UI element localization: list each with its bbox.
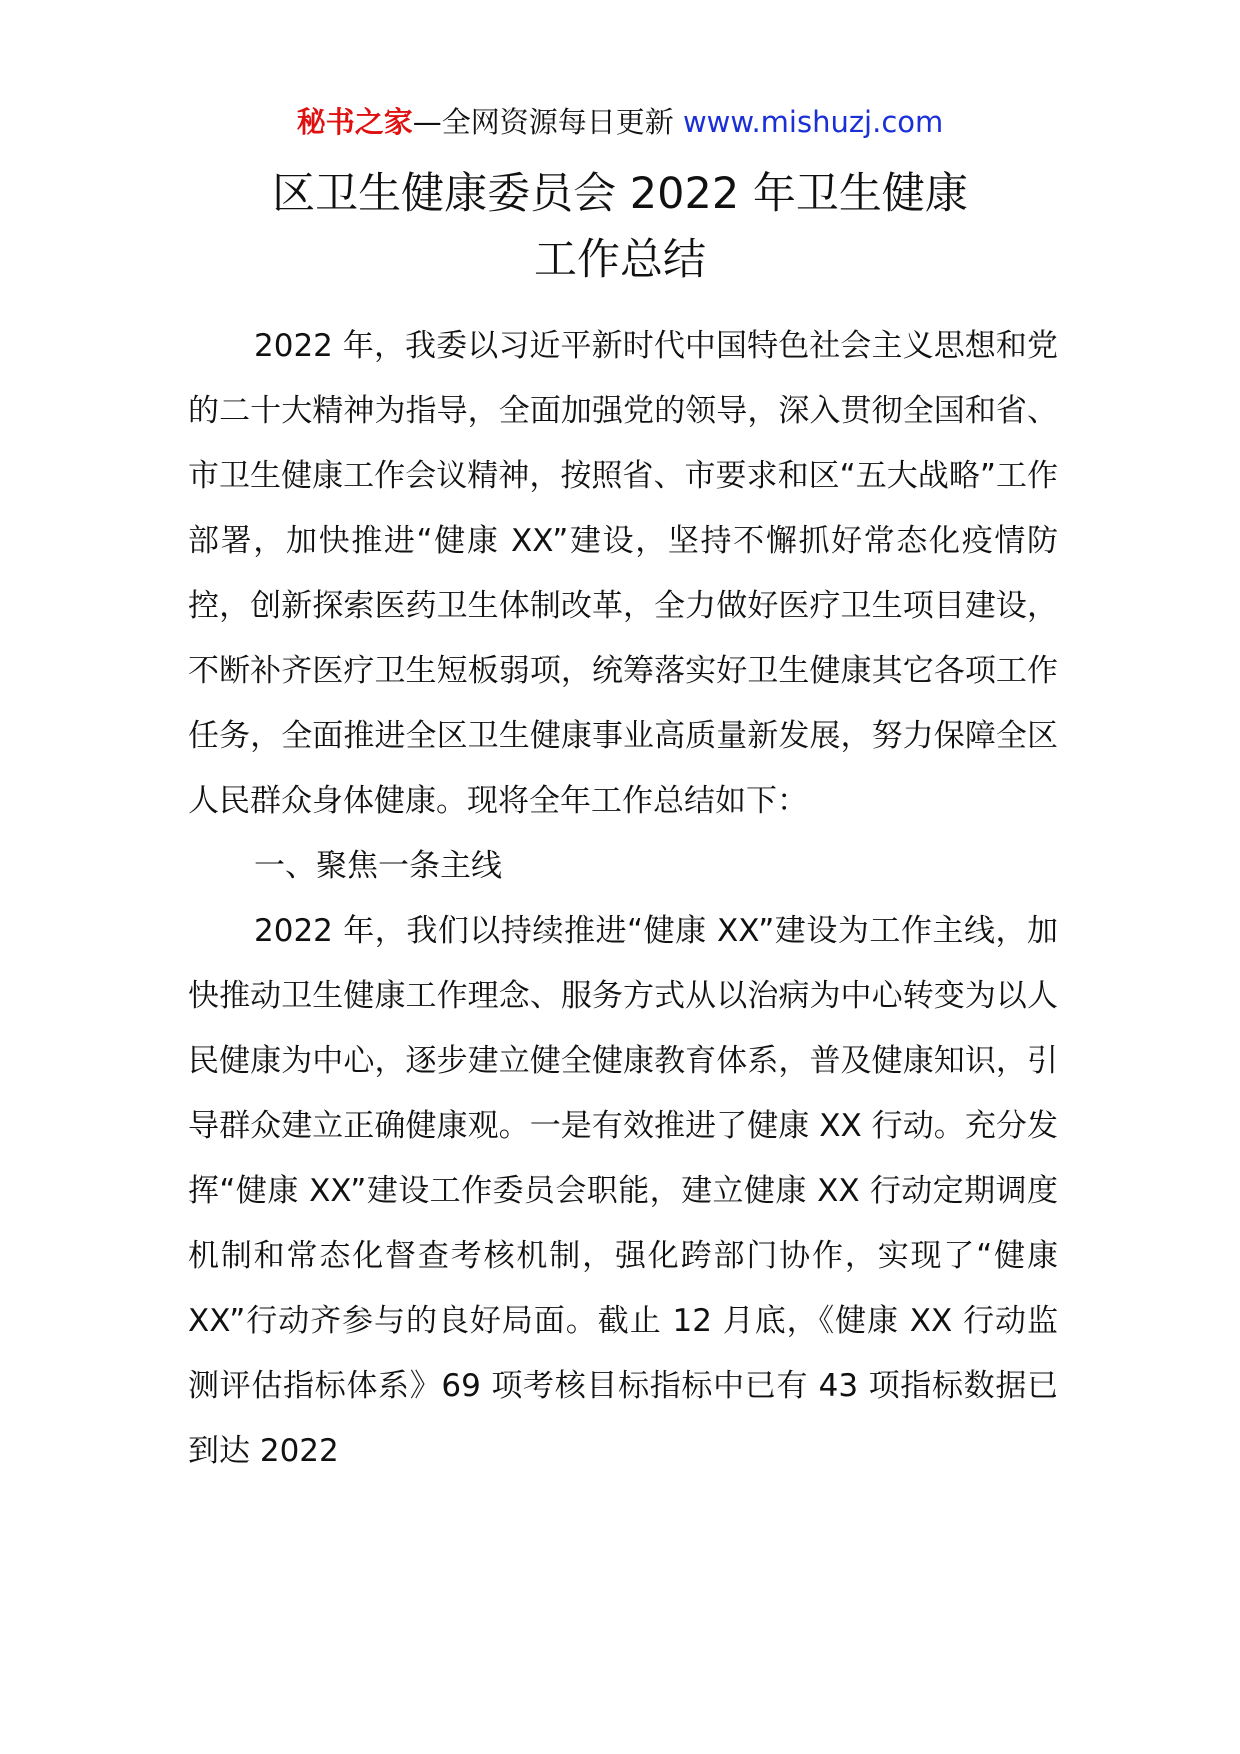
section-heading: 一、聚焦一条主线 [254,848,502,884]
brand-name: 秘书之家 [296,105,413,139]
document-body [188,314,1058,1484]
intro-paragraph: 2022 年，我委以习近平新时代中国特色社会主义思想和党的二十大精神为指导，全面加强党的领导，深入贯彻全国和省、市卫生健康工作会议精神，按照省、市要求和区“五大战略”工作部署，加快推进“健康 XX”建设，坚持不懈抓好常态化疫情防控，创新探索医药卫生体制改革，全力做好医疗卫生项目建设，不断补齐医疗卫生短板弱项，统筹落实好卫生健康其它各项工作任务，全面推进全区卫生健康事业高质量新发展，努力保障全区人民群众身体健康。现将全年工作总结如下： [188,328,1058,819]
site-url-link[interactable]: www.mishuzj.com [682,105,944,139]
site-header [0,102,1240,142]
document-title-line-1: 区卫生健康委员会 2022 年卫生健康 [272,169,968,219]
header-tagline: —全网资源每日更新 [412,105,683,139]
section-paragraph: 2022 年，我们以持续推进“健康 XX”建设为工作主线，加快推动卫生健康工作理念、服务方式从以治病为中心转变为以人民健康为中心，逐步建立健全健康教育体系，普及健康知识，引导群众建立正确健康观。一是有效推进了健康 XX 行动。充分发挥“健康 XX”建设工作委员会职能，建立健康 XX 行动定期调度机制和常态化督查考核机制，强化跨部门协作，实现了“健康 XX”行动齐参与的良好局面。截止 12 月底，《健康 XX 行动监测评估指标体系》69 项考核目标指标中已有 43 项指标数据已到达 2022 [188,913,1058,1469]
document-title-line-2: 工作总结 [534,235,706,285]
